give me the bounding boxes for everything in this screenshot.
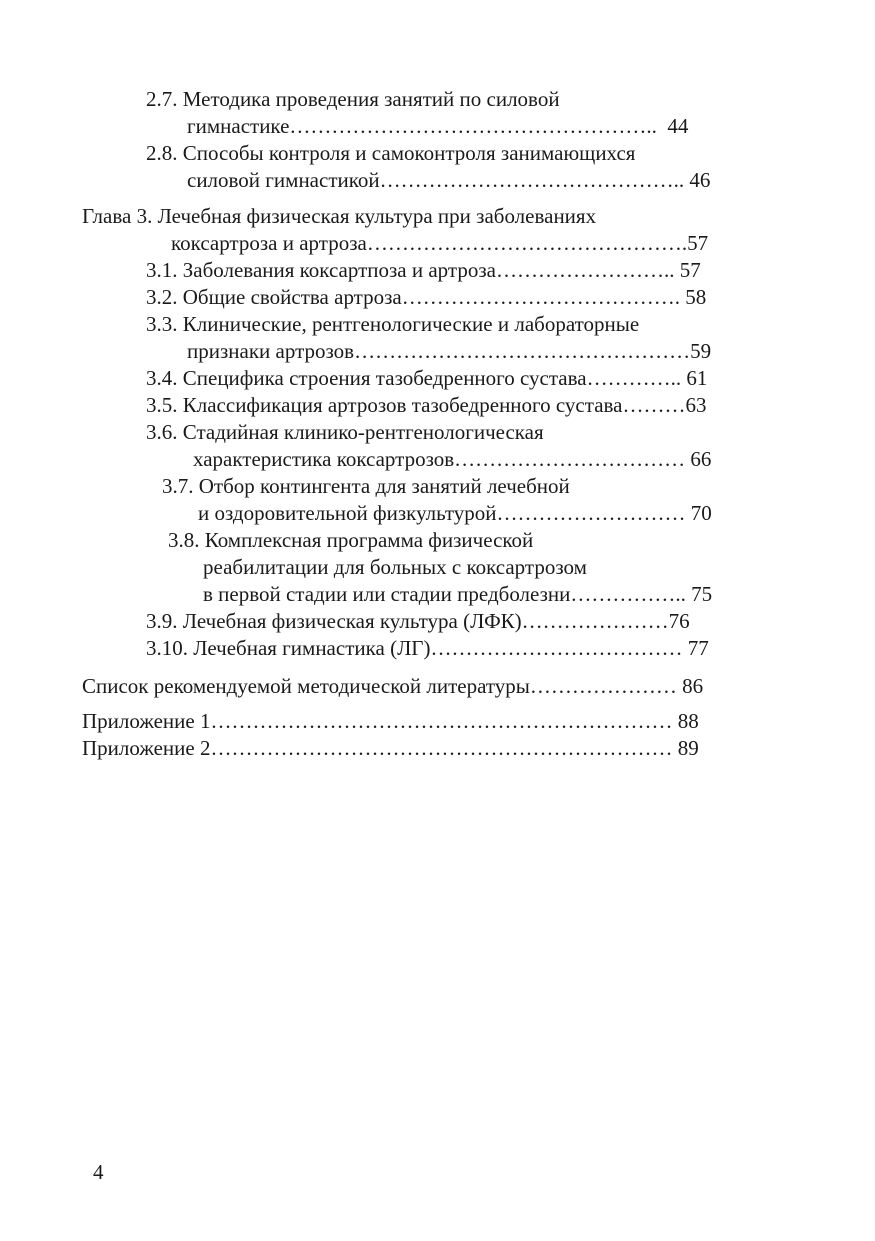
toc-appendix-1: Приложение 1………………………………………………………… 88: [82, 709, 699, 733]
toc-entry-2-8-line-2: силовой гимнастикой…………………………………….. 46: [187, 168, 711, 192]
toc-entry-3-5: 3.5. Классификация артрозов тазобедренного сустава………63: [146, 393, 707, 417]
toc-entry-3-7-line-1: 3.7. Отбор контингента для занятий лечебной: [162, 474, 570, 498]
page-number: 4: [93, 1160, 104, 1184]
toc-entry-3-4: 3.4. Специфика строения тазобедренного сустава………….. 61: [146, 366, 708, 390]
toc-entry-3-7-line-2: и оздоровительной физкультурой……………………… 70: [198, 501, 712, 525]
toc-entry-3-6-line-2: характеристика коксартрозов…………………………… 66: [193, 447, 712, 471]
toc-entry-3-6-line-1: 3.6. Стадийная клинико-рентгенологическая: [146, 420, 544, 444]
toc-entry-3-2: 3.2. Общие свойства артроза…………………………………. 58: [146, 285, 707, 309]
toc-chapter-3-line-2: коксартроза и артроза……………………………………….57: [171, 231, 709, 255]
toc-appendix-2: Приложение 2………………………………………………………… 89: [82, 736, 699, 760]
toc-entry-3-8-line-1: 3.8. Комплексная программа физической: [168, 528, 534, 552]
toc-entry-2-7-line-1: 2.7. Методика проведения занятий по силовой: [146, 87, 560, 111]
toc-entry-2-8-line-1: 2.8. Способы контроля и самоконтроля занимающихся: [146, 141, 636, 165]
toc-entry-3-8-line-3: в первой стадии или стадии предболезни…………….. 75: [203, 582, 713, 606]
toc-entry-3-9: 3.9. Лечебная физическая культура (ЛФК)…………………76: [146, 609, 690, 633]
toc-entry-3-3-line-1: 3.3. Клинические, рентгенологические и лабораторные: [146, 312, 640, 336]
toc-entry-3-10: 3.10. Лечебная гимнастика (ЛГ)……………………………… 77: [146, 636, 709, 660]
toc-entry-2-7-line-2: гимнастике…………………………………………….. 44: [187, 114, 689, 138]
toc-bibliography: Список рекомендуемой методической литературы………………… 86: [82, 674, 704, 698]
toc-entry-3-1: 3.1. Заболевания коксартпоза и артроза…………………….. 57: [146, 258, 701, 282]
toc-chapter-3-line-1: Глава 3. Лечебная физическая культура при заболеваниях: [82, 204, 597, 228]
toc-entry-3-3-line-2: признаки артрозов…………………………………………59: [187, 339, 712, 363]
toc-entry-3-8-line-2: реабилитации для больных с коксартрозом: [203, 555, 587, 579]
